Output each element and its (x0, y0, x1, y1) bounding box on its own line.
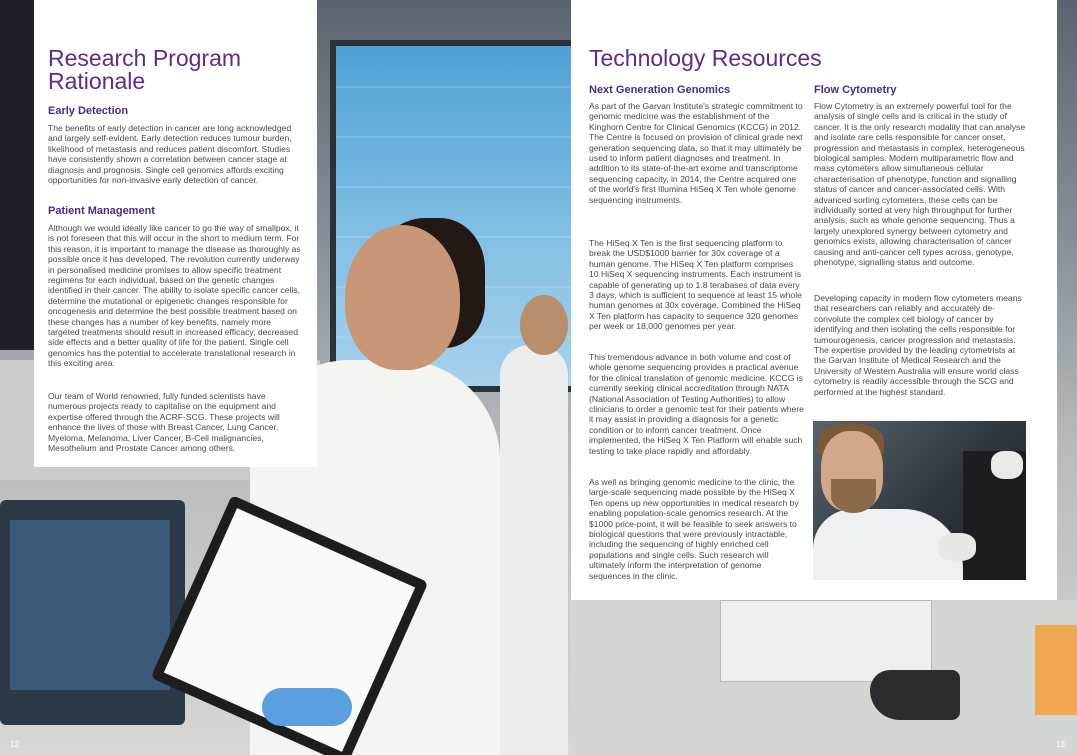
paragraph: As part of the Garvan Institute's strategic commitment to genomic medicine was the establishment of the Kinghorn Centre for Clinical Genomics (KCCG) in 2012. The Centre is focused on provision of clinical grade next generation sequencing data, so that it may ultimately be used to inform patient diagnoses and treatment. In addition to its state-of-the-art exome and transcriptome sequencing capacity, in 2014, the Centre acquired one of the world's first Illumina HiSeq X Ten whole genome sequencing instruments. (589, 101, 803, 205)
section-heading: Next Generation Genomics (589, 84, 731, 96)
page-number-left: 12 (10, 740, 19, 749)
research-rationale-panel (34, 0, 317, 467)
paragraph: This tremendous advance in both volume and cost of whole genome sequencing provides a practical avenue for the clinical translation of genomic medicine. KCCG is currently seeking clinical accreditation through NATA (National Association of Testing Authorities) to allow clinicians to order a genomic test for their patients where it may assist in providing a diagnosis for a genetic condition or to inform cancer treatment. Once implemented, the HiSeq X Ten Platform will enable such testing to take place rapidly and affordably. (589, 352, 804, 456)
background-scientist-head (520, 295, 568, 355)
paragraph: Developing capacity in modern flow cytometers means that researchers can reliably and accurately de-convolute the complex cell biology of cancer by identifying and then isolating the cells responsible for tumourogenesis, cancer progression and metastasis. The expertise provided by the leading cytometrists at the Garvan Institute of Medical Research and the University of Western Australia will ensure world class cytometry is readily accessible through the SCG and performed at the highest standard. (814, 293, 1022, 397)
scientist-face (345, 225, 460, 370)
page-title-right: Technology Resources (589, 45, 822, 71)
blue-glove (262, 688, 352, 726)
paragraph: As well as bringing genomic medicine to the clinic, the large-scale sequencing made possible by the HiSeq X Ten opens up new opportunities in medical research by enabling population-scale genomics research. At the $1000 price-point, it will be feasible to seek answers to biological questions that were previously intractable, including the sequencing of highly enriched cell populations and single cells. Such research will ultimately inform the interpretation of genome sequences in the clinic. (589, 477, 799, 581)
paragraph: Flow Cytometry is an extremely powerful tool for the analysis of single cells and is critical in the study of cancer. It is the only research modality that can analyse and isolate rare cells responsible for cancer onset, progression and metastasis in complex, heterogeneous biological samples. Modern multiparametric flow and mass cytometers allow simultaneous cellular characterisation of phenotype, function and signalling status of cancer and cancer-associated cells. With advanced sorting cytometers, these cells can be individually sorted at very high throughput for further analysis, such as whole genome sequencing. Thus a largely unexplored synergy between cytometry and genomics exists, allowing characterisation of cancer causing and anti-cancer cell types across, genotype, phenotype, signalling status and outcome. (814, 101, 1026, 268)
paragraph: The benefits of early detection in cancer are long acknowledged and largely self-evident. Early detection reduces tumour burden, likelihood of metastasis and reduces patient discomfort. Studies have consistently shown a correlation between cancer stage at diagnosis and prognosis. Single cell genomics affords exciting opportunities for non-invasive early detection of cancer. (48, 123, 292, 186)
paragraph: Our team of World renowned, fully funded scientists have numerous projects ready to capitalise on the equipment and expertise offered through the ACRF-SCG. These projects will enhance the lives of those with Breast Cancer, Lung Cancer, Myeloma, Melanoma, Liver Cancer, B-Cell malignancies, Mesothelium and Prostate Cancer among others. (48, 391, 280, 454)
barcode-scanner (870, 670, 960, 720)
background-scientist (500, 345, 568, 755)
section-heading: Flow Cytometry (814, 84, 897, 96)
scientist-photo (813, 421, 1026, 580)
orange-box (1035, 625, 1077, 715)
section-heading: Early Detection (48, 105, 129, 117)
paragraph: The HiSeq X Ten is the first sequencing platform to break the USD$1000 barrier for 30x coverage of a human genome. The HiSeq X Ten platform comprises 10 HiSeq X sequencing instruments. Each instrument is capable of generating up to 1.8 terabases of data every 3 days, which is sufficient to sequence at least 15 whole human genomes at 30x coverage. Combined the HiSeq X Ten platform has capacity to sequence 320 genomes per week or 18,000 genomes per year. (589, 238, 802, 332)
computer-monitor (0, 500, 185, 725)
section-heading: Patient Management (48, 205, 155, 217)
page-number-right: 13 (1056, 740, 1065, 749)
page-title-left: Research Program Rationale (48, 45, 242, 94)
paragraph: Although we would ideally like cancer to go the way of smallpox, it is not foreseen that this will occur in the short to medium term. For this reason, it is important to manage the disease as thoroughly as possible once it has developed. The revolution currently underway in personalised medicine promises to allow specific treatment regimens for each individual, based on the genetic changes identified in their cancer. The ability to isolate specific cancer cells, determine the mutational or epigenetic changes responsible for oncogenesis and determine the best possible treatment based on these changes has a number of key benefits, namely more targeted treatments should result in increased efficacy, decreased side effects and a better quality of life for the patient. Single cell genomics has the potential to accelerate translational research in this exciting area. (48, 223, 301, 369)
technology-resources-panel (571, 0, 1057, 600)
